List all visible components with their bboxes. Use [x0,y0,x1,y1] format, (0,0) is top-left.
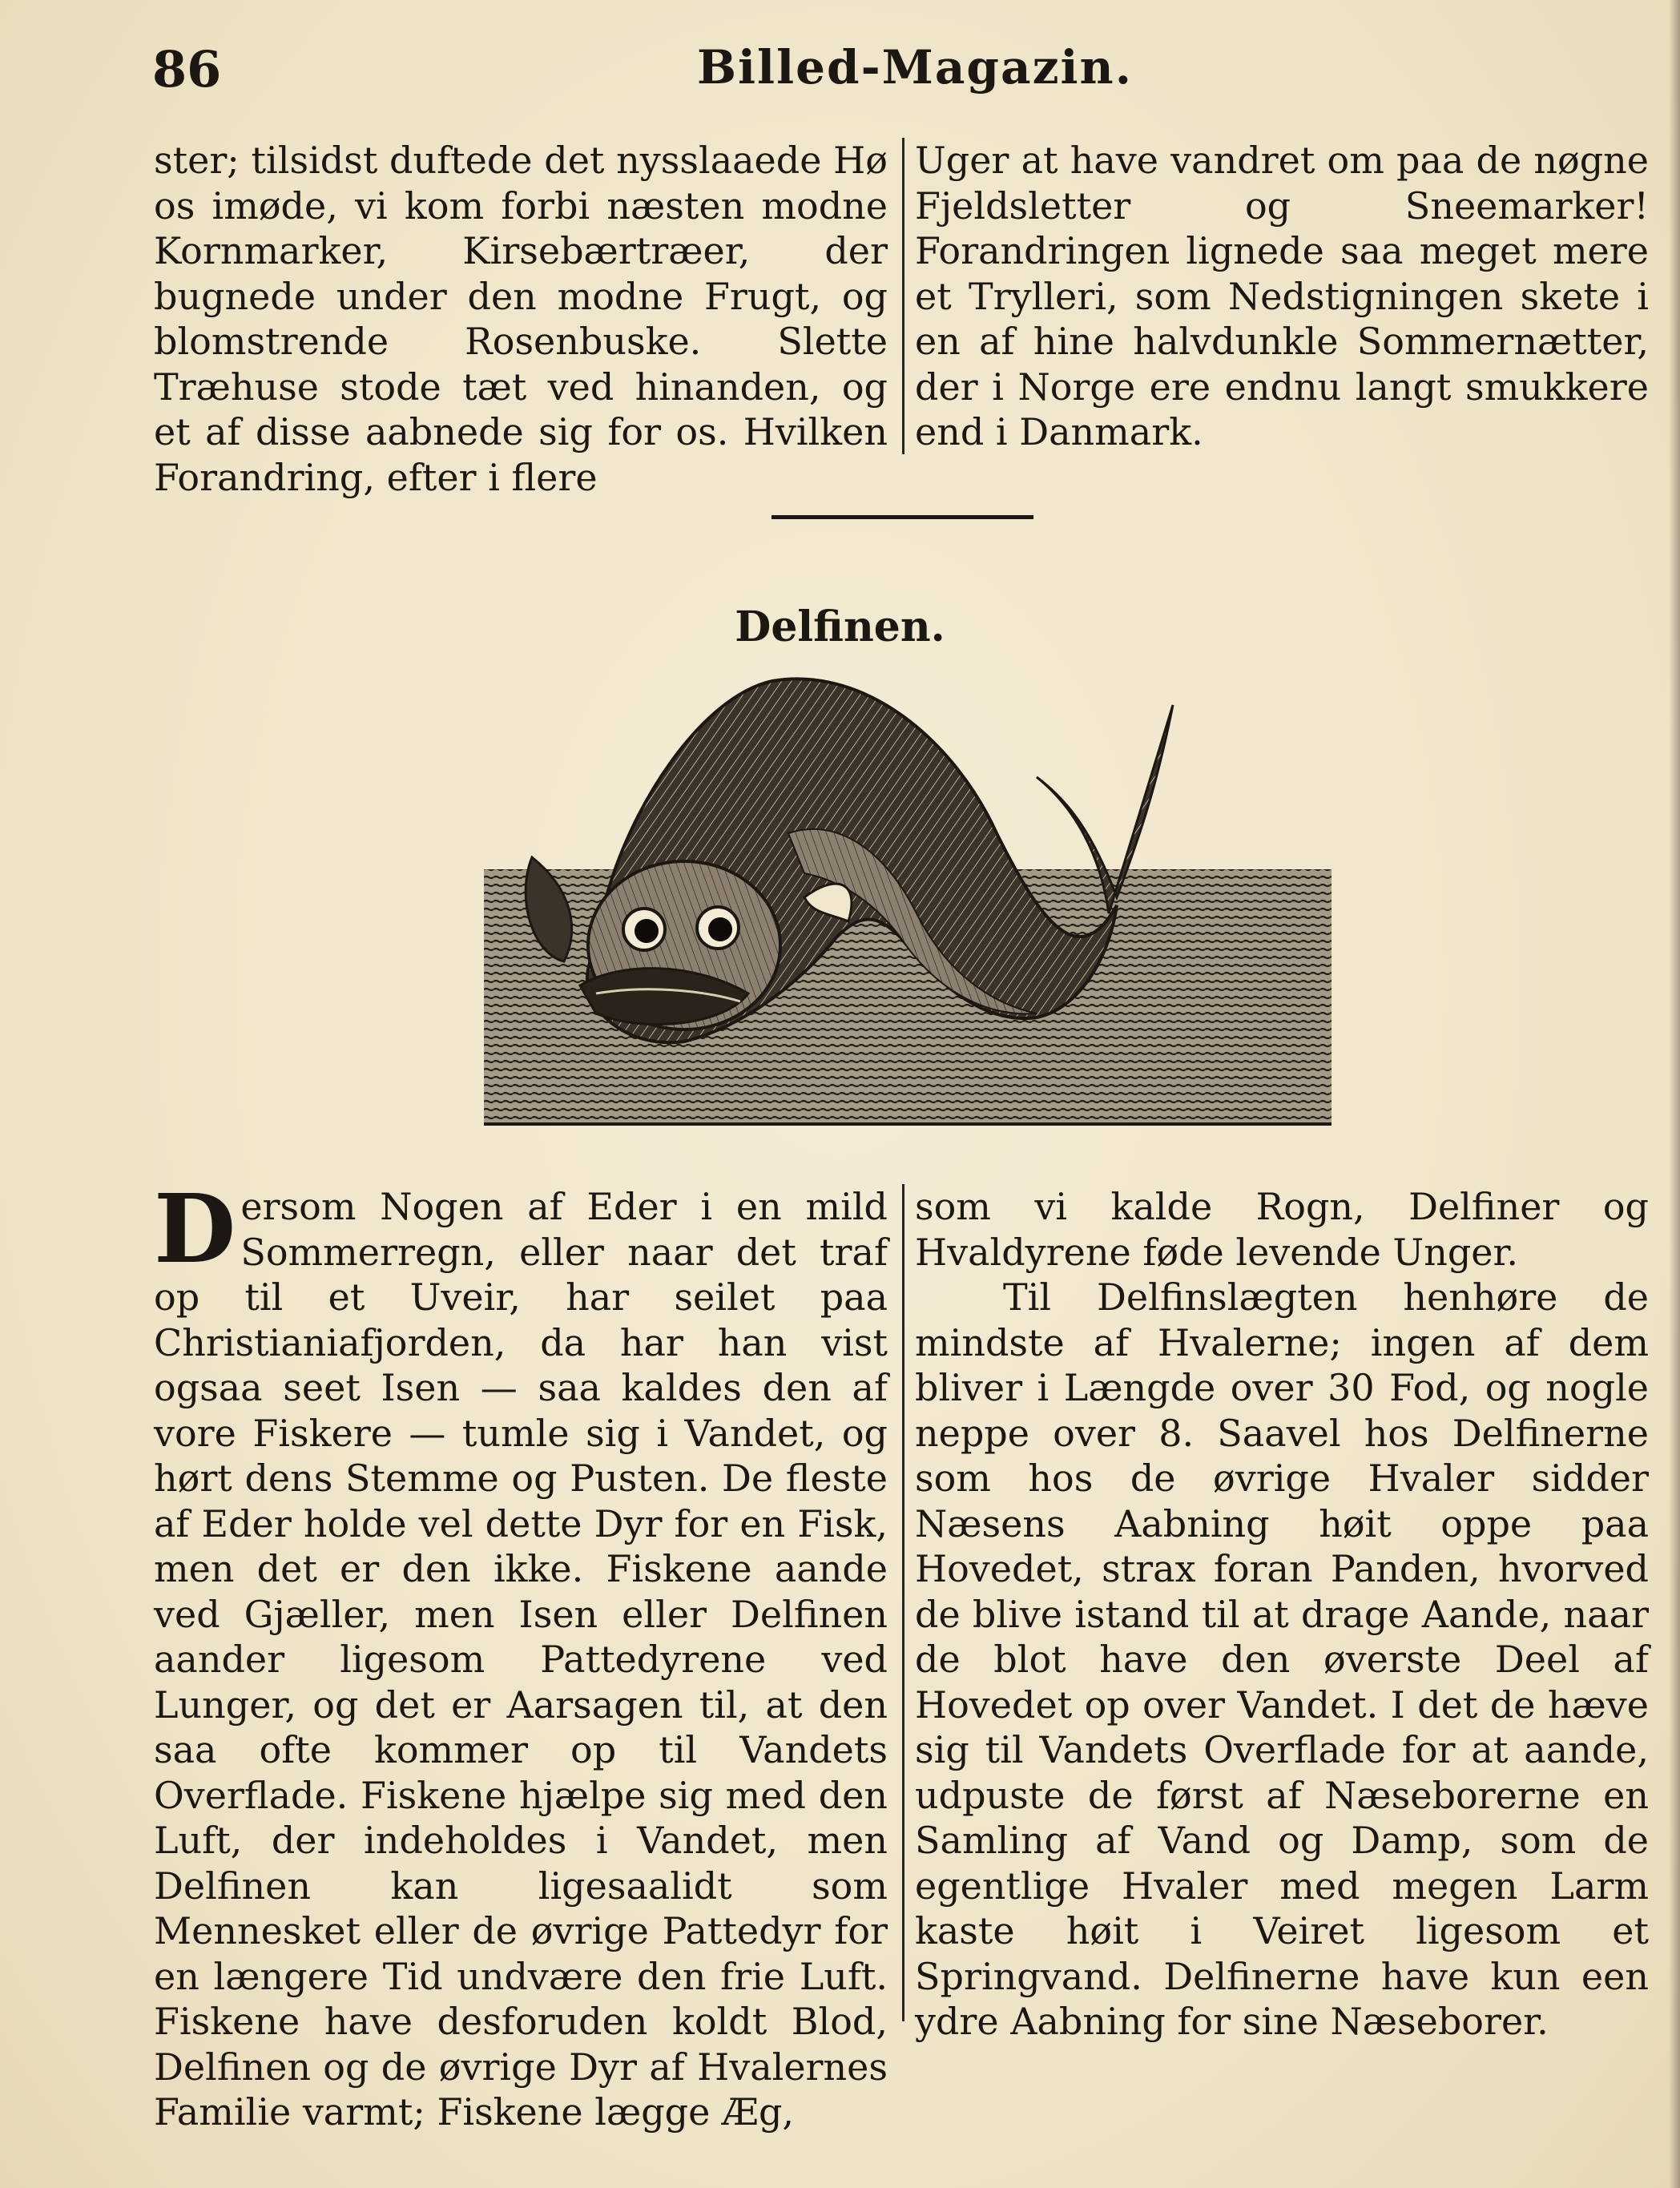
previous-article-right-column [915,138,1649,455]
page-number: 86 [152,40,222,99]
article-left-text: ersom Nogen af Eder i en mild Sommerregn, eller naar det traf op til et Uveir, har seilet paa Christianiafjorden, da har han vist ogsaa seet Isen — saa kaldes den af vore Fiskere — tumle sig i Vandet, og hørt dens Stemme og Pusten. De fleste af Eder holde vel dette Dyr for en Fisk, men det er den ikke. Fiskene aande ved Gjæller, men Isen eller Delfinen aander ligesom Pattedyrene ved Lunger, og det er Aarsagen til, at den saa ofte kommer op til Vandets Overflade. Fiskene hjælpe sig med den Luft, der indeholdes i Vandet, men Delfinen kan ligesaalidt som Mennesket eller de øvrige Pattedyr for en længere Tid undvære den frie Luft. Fiskene have desforuden koldt Blod, Delfinen og de øvrige Dyr af Hvalernes Familie varmt; Fiskene lægge Æg, [154,1185,888,2134]
dolphin-woodcut-illustration [484,673,1332,1126]
article-left-column [154,1173,888,2135]
article-right-column [915,1184,1649,2045]
column-divider-bottom [902,1184,904,2021]
article-paragraph-continued: som vi kalde Rogn, Delfiner og Hvaldyrene føde levende Unger. [915,1185,1649,1274]
drop-capital: D [154,1173,236,1284]
section-divider-rule [772,515,1033,519]
column-divider-top [902,138,904,454]
previous-article-text-right: Uger at have vandret om paa de nøgne Fjeldsletter og Sneemarker! Forandringen lignede saa meget mere et Trylleri, som Nedstigningen skete i en af hine halvdunkle Sommernætter, der i Norge ere endnu langt smukkere end i Danmark. [915,139,1649,453]
running-title: Billed-Magazin. [697,40,1133,95]
previous-article-text-left: ster; tilsidst duftede det nysslaaede Hø os imøde, vi kom forbi næsten modne Kornmarker, Kirsebærtræer, der bugnede under den modne Frugt, og blomstrende Rosenbuske. Slette Træhuse stode tæt ved hinanden, og et af disse aabnede sig for os. Hvilken Forandring, efter i flere [154,139,888,499]
page-edge-shadow [1669,0,1680,2188]
article-title: Delfinen. [735,602,945,651]
page-header [152,40,1658,104]
article-paragraph-1 [154,1173,888,2135]
article-paragraph-2: Til Delfinslægten henhøre de mindste af Hvalerne; ingen af dem bliver i Længde over 30 Fod, og nogle neppe over 8. Saavel hos Delfinerne som hos de øvrige Hvaler sidder Næsens Aabning høit oppe paa Hovedet, strax foran Panden, hvorved de blive istand til at drage Aande, naar de blot have den øverste Deel af Hovedet op over Vandet. I det de hæve sig til Vandets Overflade for at aande, udpuste de først af Næseborerne en Samling af Vand og Damp, som de egentlige Hvaler med megen Larm kaste høit i Veiret ligesom et Springvand. Delfinerne have kun een ydre Aabning for sine Næseborer. [915,1275,1649,2043]
previous-article-left-column [154,138,888,500]
